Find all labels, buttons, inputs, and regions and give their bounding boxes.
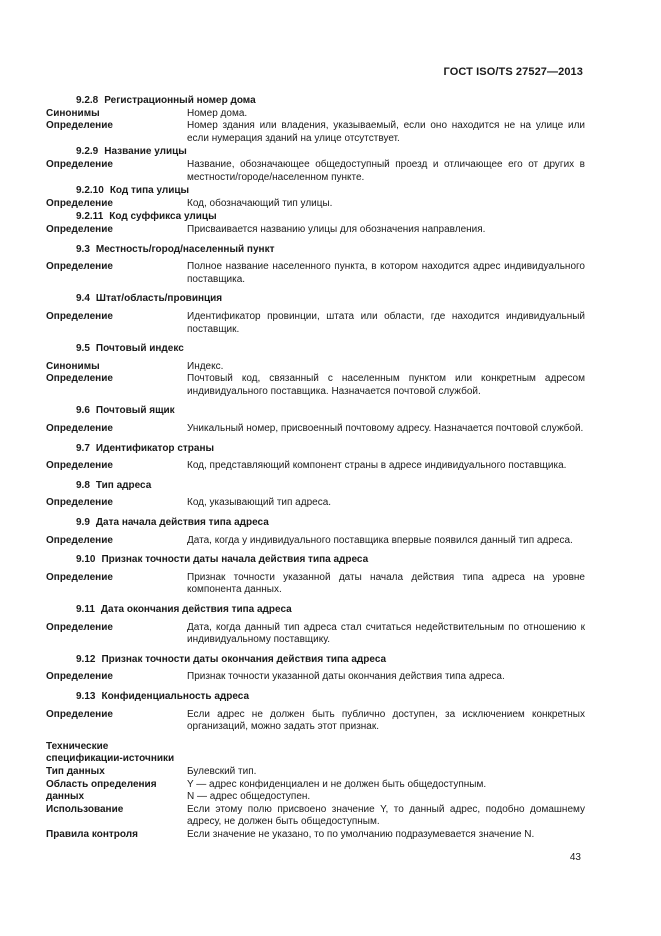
spec-row: [46, 829, 585, 842]
section-heading: 9.5 Почтовый индекс: [76, 343, 184, 355]
field-label: Определение: [46, 621, 113, 633]
section-9-12: [46, 654, 585, 684]
field-row: [46, 311, 585, 336]
field-label: Определение: [46, 197, 113, 209]
field-text: Код, представляющий компонент страны в адресе индивидуального поставщика.: [187, 460, 567, 472]
field-label: Определение: [46, 497, 113, 509]
spec-text: Если значение не указано, то по умолчанию подразумевается значение N.: [187, 828, 535, 840]
section-heading: 9.4 Штат/область/провинция: [76, 293, 223, 305]
field-row: [46, 460, 585, 473]
field-label: Определение: [46, 223, 113, 235]
field-text: Код, обозначающий тип улицы.: [187, 197, 333, 209]
field-row: [46, 224, 585, 237]
section-heading: 9.12 Признак точности даты окончания действия типа адреса: [76, 653, 387, 665]
section-heading: 9.13 Конфиденциальность адреса: [76, 690, 250, 702]
field-text: Дата, когда у индивидуального поставщика впервые появился данный тип адреса.: [187, 534, 573, 546]
field-label: Определение: [46, 571, 113, 583]
section-9-10: [46, 554, 585, 597]
section-heading: 9.11 Дата окончания действия типа адреса: [76, 604, 292, 615]
section-9-7: [46, 443, 585, 473]
field-text: Дата, когда данный тип адреса стал считаться недействительным по отношению к индивидуальному поставщику.: [187, 621, 585, 646]
field-row: [46, 120, 585, 145]
spec-row: [46, 779, 585, 804]
field-row: [46, 709, 585, 734]
section-heading: 9.7 Идентификатор страны: [76, 442, 215, 454]
section-heading: 9.2.11 Код суффикса улицы: [76, 211, 217, 223]
field-text: Индекс.: [187, 360, 224, 372]
section-9-2-9: [46, 146, 585, 184]
section-9-6: [46, 405, 585, 435]
field-row: [46, 361, 585, 374]
section-9-13: [46, 691, 585, 734]
field-text: Идентификатор провинции, штата или области, где находится индивидуальный поставщик.: [187, 310, 585, 335]
specs-heading: Технические спецификации-источники: [46, 740, 175, 765]
document-body: [46, 94, 585, 842]
field-label: Синонимы: [46, 107, 100, 119]
field-row: [46, 497, 585, 510]
field-label: Определение: [46, 373, 113, 385]
section-9-5: [46, 343, 585, 398]
spec-label: Тип данных: [46, 765, 105, 777]
field-row: [46, 622, 585, 647]
page-number: 43: [569, 852, 581, 863]
field-row: [46, 373, 585, 398]
field-label: Определение: [46, 460, 113, 472]
field-text: Признак точности указанной даты начала действия типа адреса на уровне компонента данных.: [187, 571, 585, 596]
section-9-4: [46, 293, 585, 336]
field-label: Синонимы: [46, 360, 100, 372]
field-row: [46, 572, 585, 597]
section-9-2-8: [46, 95, 585, 145]
field-row: [46, 671, 585, 684]
field-label: Определение: [46, 423, 113, 435]
section-heading: 9.3 Местность/город/населенный пункт: [76, 243, 275, 255]
spec-row: [46, 804, 585, 829]
section-9-11: [46, 604, 585, 647]
spec-label: Область определения данных: [46, 778, 157, 803]
section-9-2-11: [46, 211, 585, 236]
field-text: Номер дома.: [187, 107, 248, 119]
section-heading: 9.8 Тип адреса: [76, 479, 152, 491]
field-label: Определение: [46, 534, 113, 546]
field-text: Название, обозначающее общедоступный проезд и отличающее его от других в местности/городе/населенном пункте.: [187, 158, 585, 183]
field-row: [46, 261, 585, 286]
section-9-9: [46, 517, 585, 547]
field-text: Полное название населенного пункта, в котором находится адрес индивидуального поставщика.: [187, 261, 585, 285]
field-row: [46, 535, 585, 548]
field-text: Код, указывающий тип адреса.: [187, 497, 332, 509]
field-row: [46, 159, 585, 184]
field-label: Определение: [46, 158, 113, 170]
section-heading: 9.2.8 Регистрационный номер дома: [76, 95, 256, 106]
section-9-8: [46, 480, 585, 510]
section-heading: 9.10 Признак точности даты начала действия типа адреса: [76, 554, 369, 566]
spec-text: Булевский тип.: [187, 765, 257, 777]
field-text: Почтовый код, связанный с населенным пунктом или конкретным адресом индивидуального поставщика. Назначается почтовой службой.: [187, 373, 585, 397]
field-row: [46, 198, 585, 211]
technical-specs: [46, 741, 585, 842]
field-row: [46, 108, 585, 121]
field-label: Определение: [46, 261, 113, 273]
section-heading: 9.2.10 Код типа улицы: [76, 185, 190, 197]
spec-label: Использование: [46, 803, 124, 815]
field-label: Определение: [46, 310, 113, 322]
field-text: Уникальный номер, присвоенный почтовому адресу. Назначается почтовой службой.: [187, 423, 584, 435]
field-text: Номер здания или владения, указываемый, если оно находится не на улице или если нумерация зданий на улице отсутствует.: [187, 120, 585, 144]
section-9-3: [46, 244, 585, 287]
section-9-2-10: [46, 185, 585, 210]
field-label: Определение: [46, 671, 113, 683]
field-label: Определение: [46, 120, 113, 132]
field-text: Признак точности указанной даты окончания действия типа адреса.: [187, 671, 505, 683]
section-heading: 9.6 Почтовый ящик: [76, 405, 175, 417]
spec-row: [46, 766, 585, 779]
specs-heading-row: [46, 741, 585, 766]
field-row: [46, 423, 585, 436]
spec-text: Если этому полю присвоено значение Y, то данный адрес, подобно домашнему адресу, не должен быть общедоступным.: [187, 803, 585, 828]
field-text: Присваивается названию улицы для обозначения направления.: [187, 223, 486, 235]
section-heading: 9.2.9 Название улицы: [76, 146, 187, 158]
section-heading: 9.9 Дата начала действия типа адреса: [76, 517, 269, 529]
field-label: Определение: [46, 708, 113, 720]
spec-label: Правила контроля: [46, 828, 138, 840]
document-header: ГОСТ ISO/TS 27527—2013: [443, 66, 583, 78]
spec-text: Y — адрес конфиденциален и не должен быть общедоступным. N — адрес общедоступен.: [187, 778, 487, 803]
field-text: Если адрес не должен быть публично доступен, за исключением конкретных организаций, можно задать этот признак.: [187, 708, 585, 733]
